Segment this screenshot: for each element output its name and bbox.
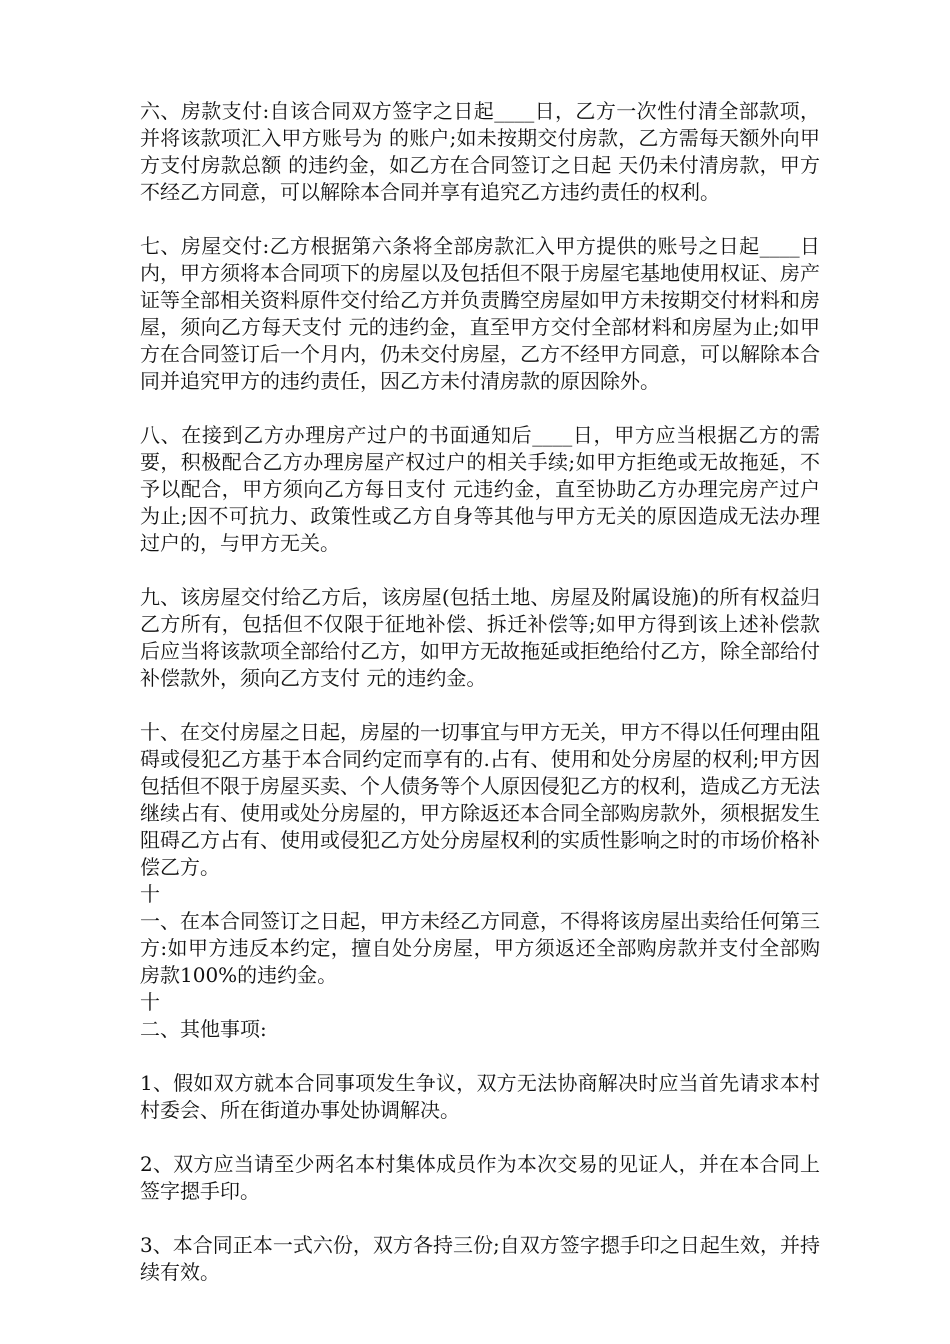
other-item-3: 3、本合同正本一式六份，双方各持三份;自双方签字摁手印之日起生效，并持续有效。 (140, 1233, 820, 1284)
clause-12-heading: 二、其他事项: (140, 1017, 267, 1041)
clause-12-prefix: 十 (140, 990, 160, 1014)
clause-9-paragraph: 九、该房屋交付给乙方后，该房屋(包括土地、房屋及附属设施)的所有权益归乙方所有，包括但不仅限于征地补偿、拆迁补偿等;如甲方得到该上述补偿款后应当将该款项全部给付乙方，如甲方无故拖延或拒绝给付乙方，除全部给付补偿款外，须向乙方支付 元的违约金。 (140, 585, 820, 690)
clause-7-paragraph: 七、房屋交付:乙方根据第六条将全部房款汇入甲方提供的账号之日起____日内，甲方须将本合同项下的房屋以及包括但不限于房屋宅基地使用权证、房产证等全部相关资料原件交付给乙方并负责腾空房屋如甲方未按期交付材料和房屋，须向乙方每天支付 元的违约金，直至甲方交付全部材料和房屋为止;如甲方在合同签订后一个月内，仍未交付房屋，乙方不经甲方同意，可以解除本合同并追究甲方的违约责任，因乙方未付清房款的原因除外。 (140, 234, 820, 393)
clause-11-prefix: 十 (140, 882, 160, 906)
clause-11-paragraph: 一、在本合同签订之日起，甲方未经乙方同意，不得将该房屋出卖给任何第三方:如甲方违反本约定，擅自处分房屋，甲方须返还全部购房款并支付全部购房款100%的违约金。 (140, 909, 820, 987)
other-item-2: 2、双方应当请至少两名本村集体成员作为本次交易的见证人，并在本合同上签字摁手印。 (140, 1152, 820, 1203)
clause-10-paragraph: 十、在交付房屋之日起，房屋的一切事宜与甲方无关，甲方不得以任何理由阻碍或侵犯乙方基于本合同约定而享有的.占有、使用和处分房屋的权利;甲方因包括但不限于房屋买卖、个人债务等个人原因侵犯乙方的权利，造成乙方无法继续占有、使用或处分房屋的，甲方除返还本合同全部购房款外，须根据发生阻碍乙方占有、使用或侵犯乙方处分房屋权利的实质性影响之时的市场价格补偿乙方。 (140, 720, 820, 879)
clause-8-paragraph: 八、在接到乙方办理房产过户的书面通知后____日，甲方应当根据乙方的需要，积极配合乙方办理房屋产权过户的相关手续;如甲方拒绝或无故拖延，不予以配合，甲方须向乙方每日支付 元违约金，直至协助乙方办理完房产过户为止;因不可抗力、政策性或乙方自身等其他与甲方无关的原因造成无法办理过户的，与甲方无关。 (140, 423, 820, 555)
document-page (140, 98, 820, 1313)
other-item-1: 1、假如双方就本合同事项发生争议，双方无法协商解决时应当首先请求本村村委会、所在街道办事处协调解决。 (140, 1071, 820, 1122)
clause-6-paragraph: 六、房款支付:自该合同双方签字之日起____日，乙方一次性付清全部款项，并将该款项汇入甲方账号为 的账户;如未按期交付房款，乙方需每天额外向甲方支付房款总额 的违约金，如乙方在合同签订之日起 天仍未付清房款，甲方不经乙方同意，可以解除本合同并享有追究乙方违约责任的权利。 (140, 99, 820, 204)
